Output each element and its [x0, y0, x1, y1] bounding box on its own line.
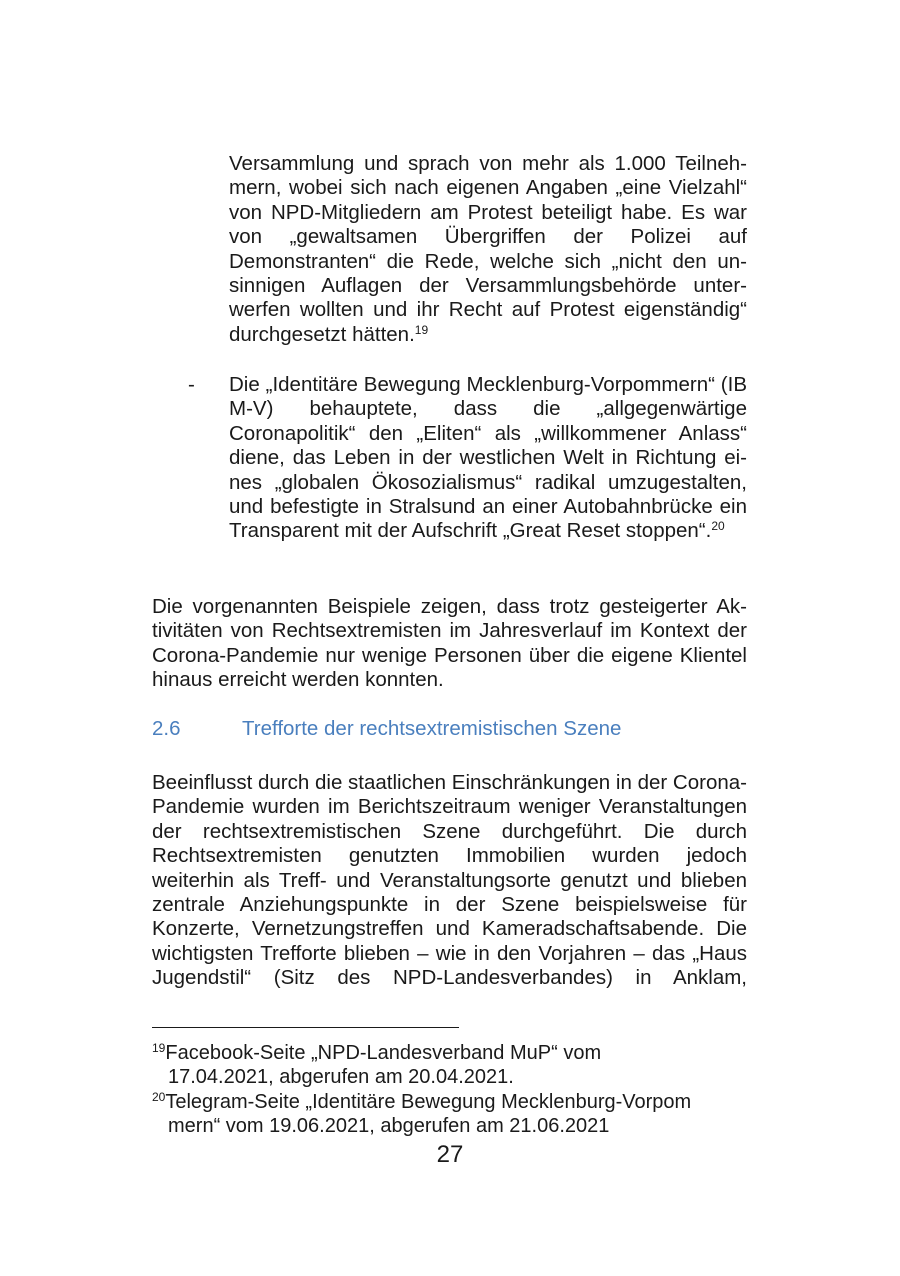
section-heading — [152, 717, 621, 741]
section-title: Trefforte der rechtsextremistischen Szene — [242, 717, 622, 740]
footnote-text: Facebook-Seite „NPD-Landesverband MuP“ vom — [165, 1042, 602, 1064]
bullet-paragraph — [229, 373, 747, 544]
section-paragraph: Beeinflusst durch die staatlichen Einschränkungen in der Corona-Pandemie wurden im Berichtszeitraum weniger Veranstaltungen der rechtsextremistischen Szene durchgeführt. Die durch Rechtsextremisten genutzten Immobilien wurden jedoch weiterhin als Treff- und Veranstaltungsorte genutzt und blieben zentrale Anziehungspunkte in der Szene beispielsweise für Konzerte, Vernetzungstreffen und Kameradschaftsabende. Die wichtigsten Trefforte blieben – wie in den Vorjahren – das „Haus Jugendstil“ (Sitz des NPD-Landesverbandes) in Anklam, — [152, 771, 747, 990]
footnote-line-1 — [152, 1042, 601, 1064]
footnote-line-2: 17.04.2021, abgerufen am 20.04.2021. — [168, 1066, 514, 1089]
footnote-ref-19[interactable]: 19 — [414, 322, 429, 337]
section-number: 2.6 — [152, 717, 181, 740]
footnote-divider — [152, 1027, 459, 1028]
continuation-paragraph — [229, 152, 747, 347]
footnote-number: 19 — [152, 1041, 166, 1055]
footnote-line-2: mern“ vom 19.06.2021, abgerufen am 21.06.2021 — [168, 1115, 610, 1138]
footnote-19 — [152, 1041, 747, 1089]
summary-paragraph: Die vorgenannten Beispiele zeigen, dass trotz gesteigerter Aktivitäten von Rechtsextremisten im Jahresverlauf im Kontext der Corona-Pandemie nur wenige Personen über die eigene Klientel hinaus erreicht werden konnten. — [152, 595, 747, 692]
footnote-20 — [152, 1090, 747, 1138]
footnote-number: 20 — [152, 1090, 166, 1104]
footnote-line-1 — [152, 1091, 691, 1113]
footnote-text: Telegram-Seite „Identitäre Bewegung Mecklenburg-Vorpom — [165, 1091, 692, 1113]
page-number: 27 — [436, 1141, 464, 1168]
footnote-ref-20[interactable]: 20 — [711, 519, 725, 534]
continuation-text: Versammlung und sprach von mehr als 1.000 Teilnehmern, wobei sich nach eigenen Angaben „eine Vielzahl“ von NPD-Mitgliedern am Protest beteiligt habe. Es war von „gewaltsamen Übergriffen der Polizei auf Demonstranten“ die Rede, welche sich „nicht den unsinnigen Auflagen der Versammlungsbehörde unterwerfen wollten und ihr Recht auf Protest eigenständig“ durchgesetzt hätten. — [229, 152, 747, 346]
bullet-marker: - — [188, 373, 195, 396]
bullet-text: Die „Identitäre Bewegung Mecklenburg-Vorpommern“ (IB M-V) behauptete, dass die „allgegenwärtige Coronapolitik“ den „Eliten“ als „willkommener Anlass“ diene, das Leben in der westlichen Welt in Richtung eines „globalen Ökosozialismus“ radikal umzugestalten, und befestigte in Stralsund an einer Autobahnbrücke ein Transparent mit der Aufschrift „Great Reset stoppen“. — [229, 373, 747, 543]
